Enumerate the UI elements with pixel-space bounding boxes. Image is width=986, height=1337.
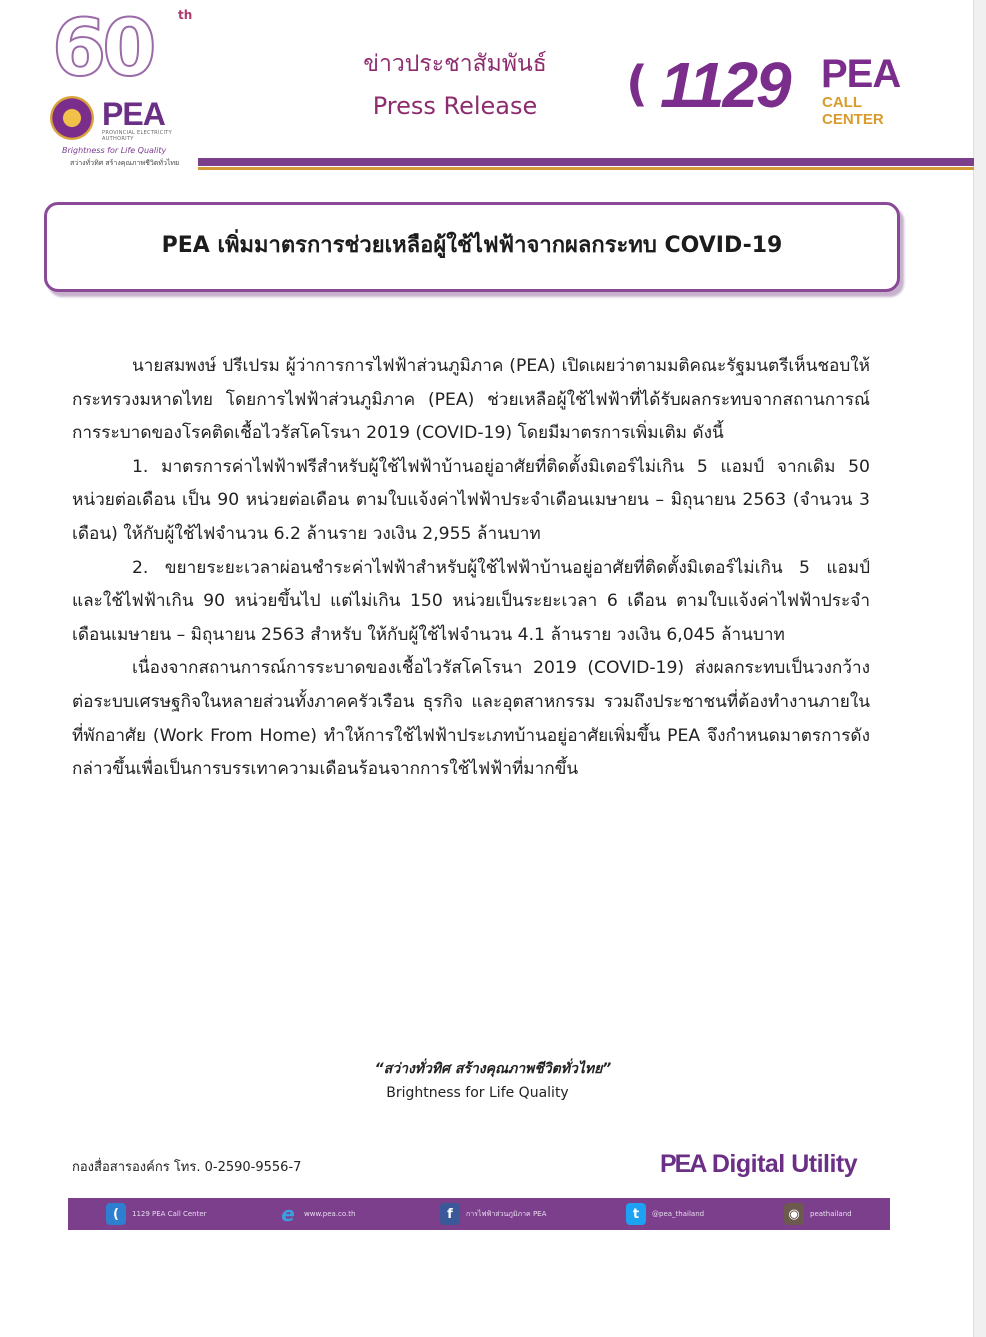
motto-english: Brightness for Life Quality [386,1085,569,1101]
instagram-icon: ◉ [784,1203,804,1225]
digital-text: Digital Utility [705,1150,858,1178]
headline: PEA เพิ่มมาตรการช่วยเหลือผู้ใช้ไฟฟ้าจากผลกระทบ COVID-19 [161,233,783,258]
social-text: peathailand [810,1210,852,1218]
pea-digital-utility-logo [660,1150,857,1179]
headline-box [44,202,900,292]
call-center-brand: PEA [821,52,901,96]
social-item-instagram[interactable] [784,1198,852,1230]
social-text: www.pea.co.th [304,1210,356,1218]
social-text: 1129 PEA Call Center [132,1210,207,1218]
digital-brand: PEA [660,1150,706,1178]
browser-icon: e [281,1202,295,1226]
pea-logo-word: PEA [102,96,165,132]
sixty-number: 60 [52,4,153,94]
article-body [72,350,870,787]
header-divider-purple [198,158,974,166]
sixty-superscript: th [178,8,193,22]
pea-logo [48,94,198,142]
motto-thai: “สว่างทั่วทิศ สร้างคุณภาพชีวิตทั่วไทย” [374,1061,612,1077]
contact-info: กองสื่อสารองค์กร โทร. 0-2590-9556-7 [72,1160,302,1175]
paragraph-reason: เนื่องจากสถานการณ์การระบาดของเชื้อไวรัสโคโรนา 2019 (COVID-19) ส่งผลกระทบเป็นวงกว้างต่อระบบเศรษฐกิจในหลายส่วนทั้งภาคครัวเรือน ธุรกิจ และอุตสาหกรรม รวมถึงประชาชนที่ต้องทำงานภายในที่พักอาศัย (Work From Home) ทำให้การใช้ไฟฟ้าประเภทบ้านอยู่อาศัยเพิ่มขึ้น PEA จึงกำหนดมาตรการดังกล่าวขึ้นเพื่อเป็นการบรรเทาความเดือนร้อนจากการใช้ไฟฟ้าที่มากขึ้น [72,658,870,780]
header-divider-gold [198,167,974,170]
call-center-number: 1129 [660,49,790,121]
logo-tagline-thai: สว่างทั่วทิศ สร้างคุณภาพชีวิตทั่วไทย [70,159,180,167]
social-bar [68,1198,890,1230]
phone-icon: ( [106,1203,126,1225]
press-release-thai: ข่าวประชาสัมพันธ์ [363,51,547,77]
social-item-website[interactable] [278,1198,355,1230]
social-text: การไฟฟ้าส่วนภูมิภาค PEA [466,1209,547,1218]
call-center-logo [626,49,926,128]
pea-60th-logo [48,6,198,166]
call-center-label: CALL CENTER [822,94,884,128]
social-item-twitter[interactable] [626,1198,704,1230]
twitter-icon: t [626,1203,646,1225]
social-item-facebook[interactable] [440,1198,546,1230]
social-item-callcenter[interactable] [106,1198,207,1230]
page-edge [973,0,986,1337]
logo-tagline: Brightness for Life Quality [62,146,167,155]
paragraph-measure-1: 1. มาตรการค่าไฟฟ้าฟรีสำหรับผู้ใช้ไฟฟ้าบ้านอยู่อาศัยที่ติดตั้งมิเตอร์ไม่เกิน 5 แอมป์ จากเดิม 50 หน่วยต่อเดือน เป็น 90 หน่วยต่อเดือน ตามใบแจ้งค่าไฟฟ้าประจำเดือนเมษายน – มิถุนายน 2563 (จำนวน 3 เดือน) ให้กับผู้ใช้ไฟจำนวน 6.2 ล้านราย วงเงิน 2,955 ล้านบาท [72,456,870,544]
paragraph-measure-2: 2. ขยายระยะเวลาผ่อนชำระค่าไฟฟ้าสำหรับผู้ใช้ไฟฟ้าบ้านอยู่อาศัยที่ติดตั้งมิเตอร์ไม่เกิน 5 แอมป์ และใช้ไฟฟ้าเกิน 90 หน่วยขึ้นไป แต่ไม่เกิน 150 หน่วยเป็นระยะเวลา 6 เดือน ตามใบแจ้งค่าไฟฟ้าประจำเดือนเมษายน – มิถุนายน 2563 สำหรับ ให้กับผู้ใช้ไฟจำนวน 4.1 ล้านราย วงเงิน 6,045 ล้านบาท [72,557,870,645]
social-text: @pea_thailand [652,1210,705,1218]
phone-handset-icon: ( [626,56,648,112]
paragraph-intro: นายสมพงษ์ ปรีเปรม ผู้ว่าการการไฟฟ้าส่วนภูมิภาค (PEA) เปิดเผยว่าตามมติคณะรัฐมนตรีเห็นชอบให้กระทรวงมหาดไทย โดยการไฟฟ้าส่วนภูมิภาค (PEA) ช่วยเหลือผู้ใช้ไฟฟ้าที่ได้รับผลกระทบจากสถานการณ์การระบาดของโรคติดเชื้อไวรัสโคโรนา 2019 (COVID-19) โดยมีมาตรการเพิ่มเติม ดังนี้ [72,356,870,444]
pea-logo-subtitle: PROVINCIAL ELECTRICITY AUTHORITY [102,130,173,142]
sixty-anniversary-mark [52,4,193,94]
press-release-en: Press Release [372,92,538,120]
facebook-icon: f [440,1203,460,1225]
pea-seal-icon [50,96,94,140]
